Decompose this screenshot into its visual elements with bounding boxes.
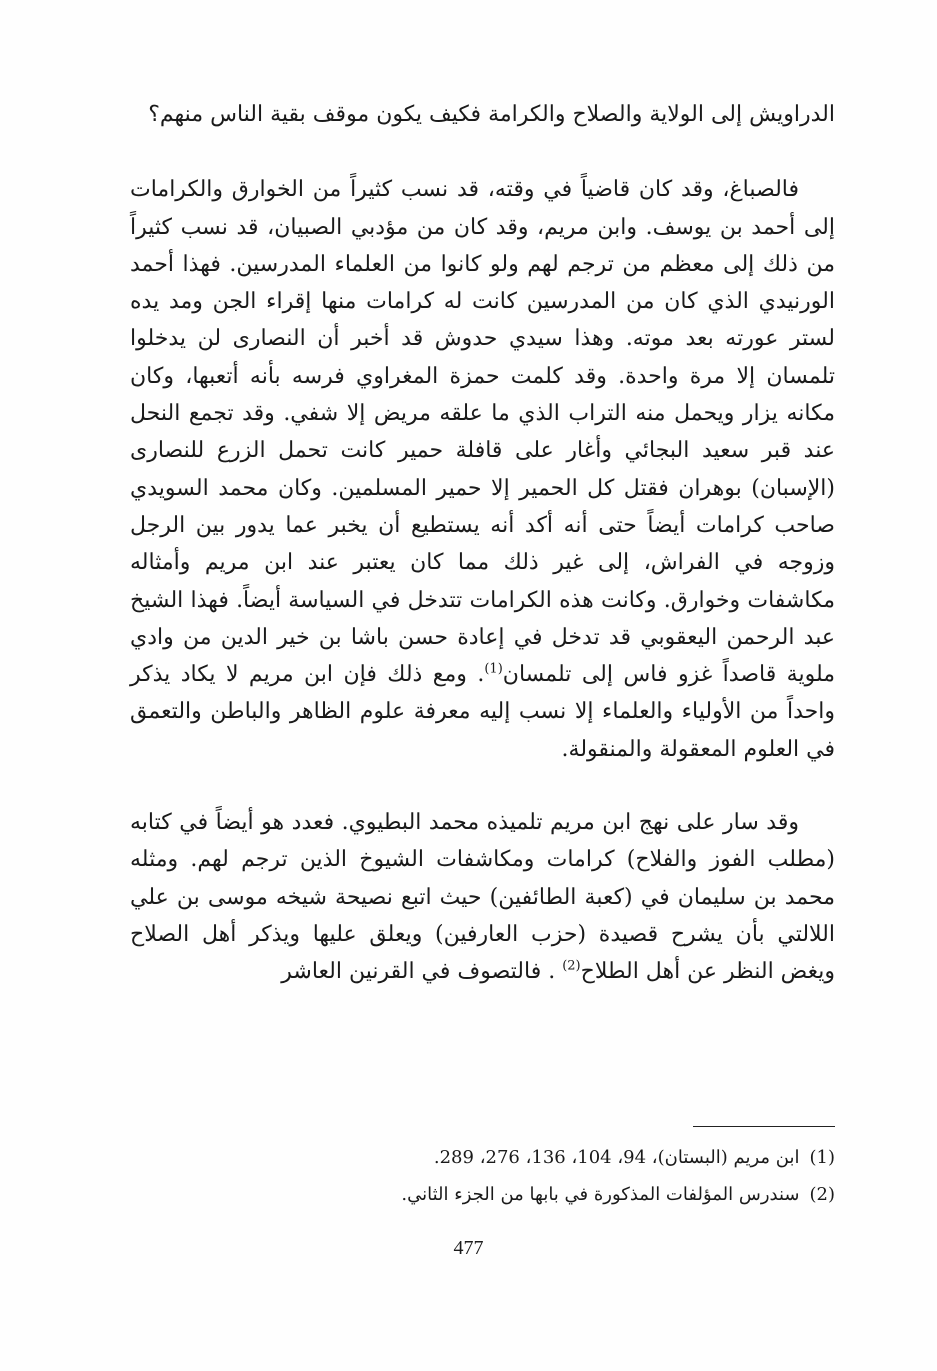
paragraph-gap (130, 133, 835, 171)
footnote-number: (2) (809, 1184, 835, 1205)
paragraph-2 (130, 171, 835, 768)
footnote-text: سندرس المؤلفات المذكورة في بابها من الجزء الثاني. (401, 1184, 800, 1205)
paragraph-1-text: الدراويش إلى الولاية والصلاح والكرامة فكيف يكون موقف بقية الناس منهم؟ (148, 102, 835, 127)
footnote-2 (130, 1176, 835, 1213)
paragraph-3-text: وقد سار على نهج ابن مريم تلميذه محمد البطيوي. فعدد هو أيضاً في كتابه (مطلب الفوز والفلاح) كرامات ومكاشفات الشيوخ الذين ترجم لهم. ومثله محمد بن سليمان في (كعبة الطائفين) حيث اتبع نصيحة شيخه موسى بن علي اللالتي بأن يشرح قصيدة (حزب العارفين) ويعلق عليها ويذكر أهل الصلاح ويغض النظر عن أهل الطلاح (130, 810, 835, 985)
paragraph-3-text-after: . فالتصوف في القرنين العاشر (281, 959, 563, 985)
paragraph-1 (130, 96, 835, 133)
footnote-1 (130, 1139, 835, 1176)
footnote-text: ابن مريم (البستان)، 94، 104، 136، 276، 289. (433, 1147, 800, 1168)
paragraph-3 (130, 804, 835, 990)
paragraph-2-text-after: . ومع ذلك فإن ابن مريم لا يكاد يذكر واحداً من الأولياء والعلماء إلا نسب إليه معرفة علوم الظاهر والباطن والتعمق في العلوم المعقولة والمنقولة. (130, 662, 835, 762)
page-number: 477 (453, 1237, 484, 1259)
footnote-number: (1) (809, 1147, 835, 1168)
paragraph-2-text: فالصباغ، وقد كان قاضياً في وقته، قد نسب كثيراً من الخوارق والكرامات إلى أحمد بن يوسف. وابن مريم، وقد كان من مؤدبي الصبيان، قد نسب كثيراً من ذلك إلى معظم من ترجم لهم ولو كانوا من العلماء المدرسين. فهذا أحمد الورنيدي الذي كان من المدرسين كانت له كرامات منها إقراء الجن ومد يده لستر عورته بعد موته. وهذا سيدي حدوش قد أخبر أن النصارى لن يدخلوا تلمسان إلا مرة واحدة. وقد كلمت حمزة المغراوي فرسه بأنه أتعبها، وكان مكانه يزار ويحمل منه التراب الذي ما علقه مريض إلا شفي. وقد تجمع النحل عند قبر سعيد البجائي وأغار على قافلة حمير كانت تحمل الزرع للنصارى (الإسبان) بوهران فقتل كل الحمير إلا حمير المسلمين. وكان محمد السويدي صاحب كرامات أيضاً حتى أنه أكد أنه يستطيع أن يخبر عما يدور بين الرجل وزوجه في الفراش، إلى غير ذلك مما كان يعتبر عند ابن مريم وأمثاله مكاشفات وخوارق. وكانت هذه الكرامات تتدخل في السياسة أيضاً. فهذا الشيخ عبد الرحمن اليعقوبي قد تدخل في إعادة حسن باشا بن خير الدين من وادي ملوية قاصداً غزو فاس إلى تلمسان (130, 177, 836, 688)
body-text (130, 96, 835, 991)
footnote-ref-1: (1) (484, 661, 503, 677)
footnote-separator (693, 1126, 835, 1127)
footnote-ref-2: (2) (562, 958, 581, 974)
paragraph-gap (130, 768, 835, 804)
footnotes (130, 1139, 835, 1213)
